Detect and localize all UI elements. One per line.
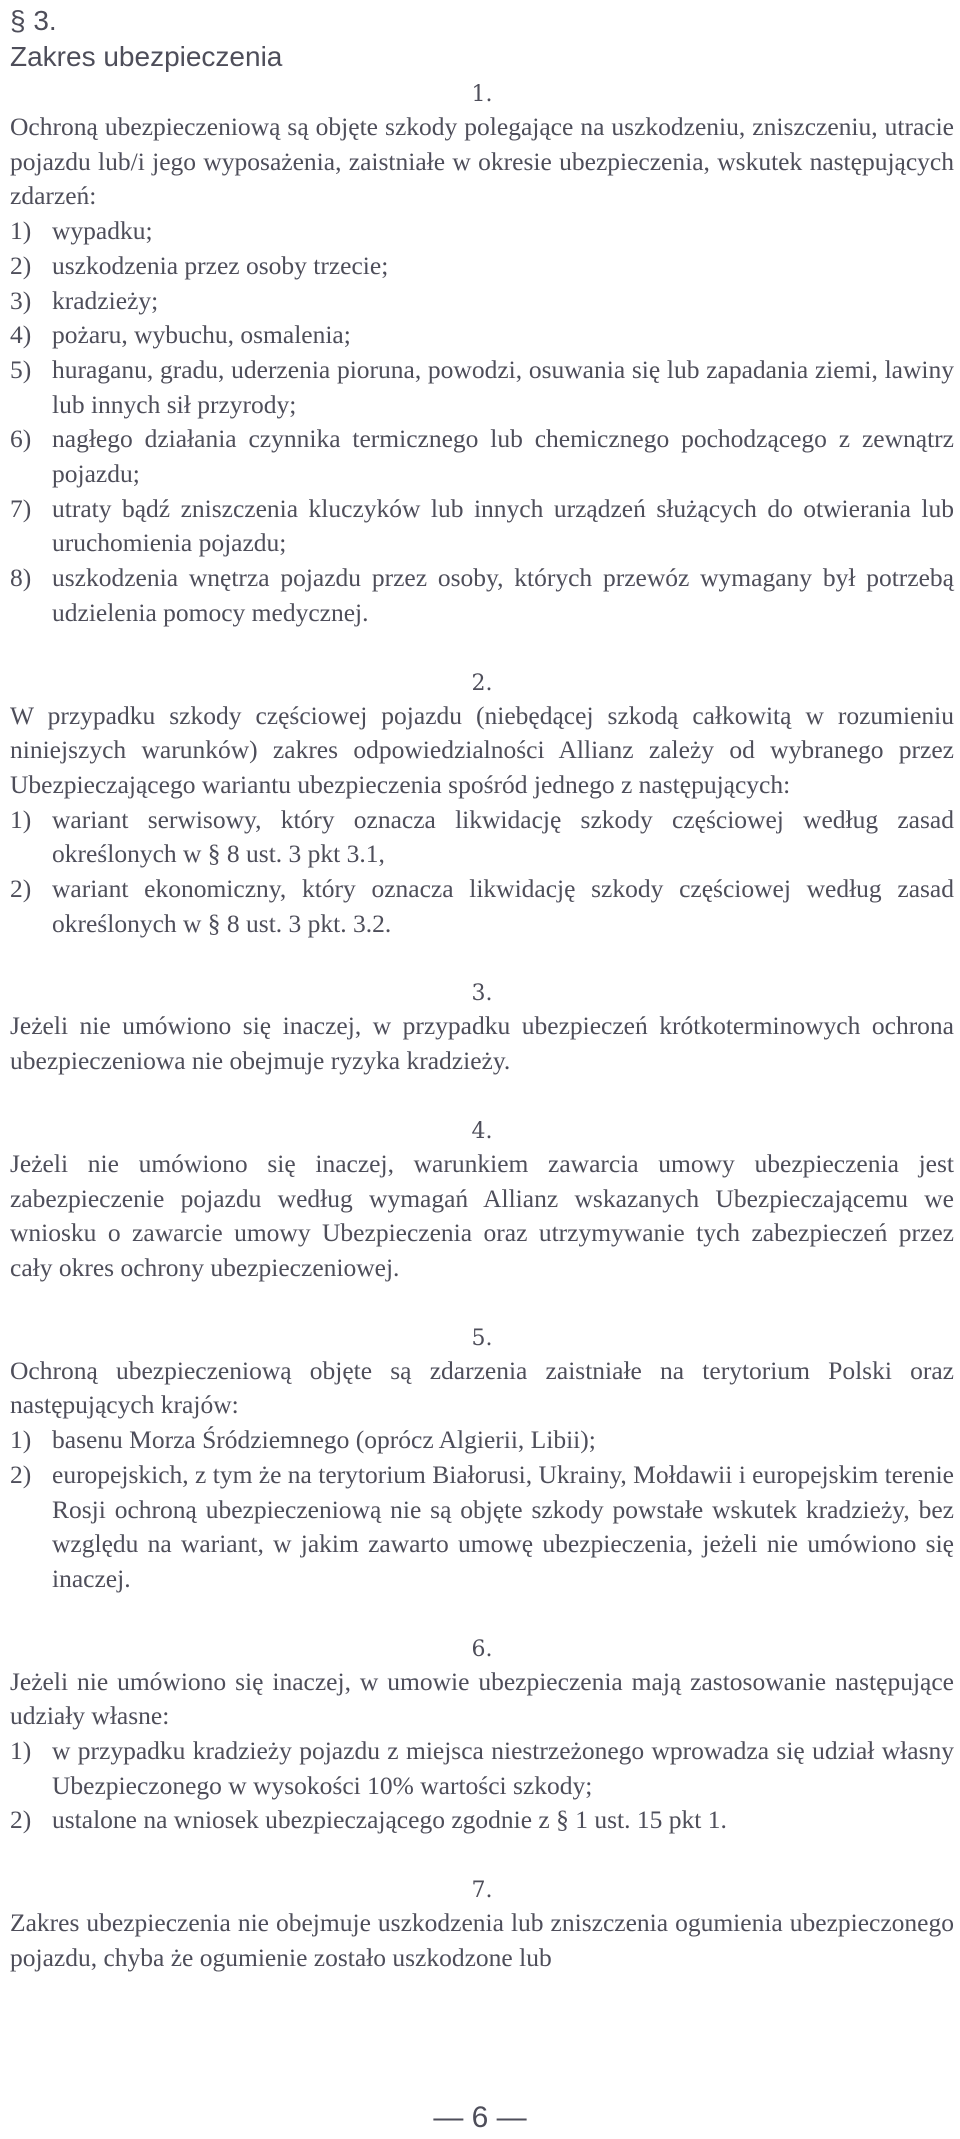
list-item-number: 7) [10, 493, 32, 523]
list-item [10, 284, 954, 319]
section-number: 2. [471, 670, 493, 696]
list-item-text: pożaru, wybuchu, osmalenia; [52, 320, 351, 350]
page-number: — 6 — [433, 2101, 527, 2134]
list-item-number: 1) [10, 804, 32, 834]
list-item-text: kradzieży; [52, 285, 159, 315]
section-6 [10, 1635, 954, 1839]
section-text: W przypadku szkody częściowej pojazdu (niebędącej szkodą całkowitą w rozumieniu niniejszych warunków) zakres odpowiedzialności Allianz zależy od wybranego przez Ubezpieczającego wariantu ubezpieczenia spośród jednego z następujących: [10, 700, 954, 799]
section-text: Ochroną ubezpieczeniową są objęte szkody polegające na uszkodzeniu, zniszczeniu, utracie pojazdu lub/i jego wyposażenia, zaistniałe w okresie ubezpieczenia, wskutek następujących zdarzeń: [10, 112, 954, 211]
section-number: 3. [471, 981, 493, 1007]
section-1 [10, 80, 954, 631]
sections-container [10, 80, 954, 1976]
list-item-text: utraty bądź zniszczenia kluczyków lub innych urządzeń służących do otwierania lub uruchomienia pojazdu; [52, 493, 954, 558]
section-number: 5. [471, 1325, 493, 1351]
section-number: 4. [471, 1118, 493, 1144]
list-item-text: uszkodzenia przez osoby trzecie; [52, 250, 389, 280]
list-item-number: 5) [10, 354, 32, 384]
list-item-number: 1) [10, 216, 32, 246]
list-item [10, 353, 954, 422]
list-item-number: 2) [10, 874, 32, 904]
paragraph-number: § 3. [10, 5, 57, 36]
list-item-number: 2) [10, 250, 32, 280]
section-2 [10, 669, 954, 942]
list-item [10, 492, 954, 561]
list-item [10, 1803, 954, 1838]
section-number: 7. [471, 1878, 493, 1904]
list-item [10, 249, 954, 284]
list-item [10, 803, 954, 872]
list-item-text: wypadku; [52, 216, 153, 246]
list-item [10, 1734, 954, 1803]
list-item-text: wariant ekonomiczny, który oznacza likwidację szkody częściowej według zasad określonych w § 8 ust. 3 pkt. 3.2. [52, 874, 954, 938]
list-item-text: europejskich, z tym że na terytorium Białorusi, Ukrainy, Mołdawii i europejskim terenie Rosji ochroną ubezpieczeniową nie są objęte szkody powstałe wskutek kradzieży, bez względu na wariant, w jakim zawarto umowę ubezpieczenia, jeżeli nie umówiono się inaczej. [52, 1459, 954, 1593]
list-item [10, 1423, 954, 1458]
section-number: 1. [471, 82, 493, 107]
list-item-text: wariant serwisowy, który oznacza likwidację szkody częściowej według zasad określonych w § 8 ust. 3 pkt 3.1, [52, 804, 954, 869]
list-item-text: nagłego działania czynnika termicznego lub chemicznego pochodzącego z zewnątrz pojazdu; [52, 424, 954, 489]
list-item-text: w przypadku kradzieży pojazdu z miejsca niestrzeżonego wprowadza się udział własny Ubezpieczonego w wysokości 10% wartości szkody; [52, 1736, 954, 1800]
list-item-text: basenu Morza Śródziemnego (oprócz Algierii, Libii); [52, 1425, 596, 1455]
list-item-number: 2) [10, 1459, 32, 1489]
section-5 [10, 1324, 954, 1597]
section-text: Jeżeli nie umówiono się inaczej, warunkiem zawarcia umowy ubezpieczenia jest zabezpieczenie pojazdu według wymagań Allianz wskazanych Ubezpieczającemu we wniosku o zawarcie umowy Ubezpieczenia oraz utrzymywanie tych zabezpieczeń przez cały okres ochrony ubezpieczeniowej. [10, 1148, 954, 1282]
section-text: Ochroną ubezpieczeniową objęte są zdarzenia zaistniałe na terytorium Polski oraz następujących krajów: [10, 1355, 954, 1420]
list-item-number: 4) [10, 320, 32, 350]
list-item-text: huraganu, gradu, uderzenia pioruna, powodzi, osuwania się lub zapadania ziemi, lawiny lub innych sił przyrody; [52, 354, 954, 419]
list-item [10, 214, 954, 249]
section-3 [10, 979, 954, 1078]
list-item [10, 561, 954, 630]
list-item [10, 1458, 954, 1597]
section-text: Jeżeli nie umówiono się inaczej, w umowie ubezpieczenia mają zastosowanie następujące udziały własne: [10, 1666, 954, 1731]
section-title: Zakres ubezpieczenia [10, 41, 283, 72]
list-item [10, 318, 954, 353]
list-item-number: 6) [10, 424, 32, 454]
section-text: Jeżeli nie umówiono się inaczej, w przypadku ubezpieczeń krótkoterminowych ochrona ubezpieczeniowa nie obejmuje ryzyka kradzieży. [10, 1011, 954, 1076]
list-item-number: 8) [10, 563, 32, 593]
list-item-number: 1) [10, 1736, 32, 1766]
section-number: 6. [471, 1636, 493, 1662]
list-item-number: 2) [10, 1805, 32, 1835]
list-item-number: 1) [10, 1425, 32, 1455]
list-item-text: uszkodzenia wnętrza pojazdu przez osoby, których przewóz wymagany był potrzebą udzielenia pomocy medycznej. [52, 563, 954, 627]
section-7 [10, 1876, 954, 1975]
list-item-number: 3) [10, 285, 32, 315]
section-text: Zakres ubezpieczenia nie obejmuje uszkodzenia lub zniszczenia ogumienia ubezpieczonego pojazdu, chyba że ogumienie zostało uszkodzone lub [10, 1908, 954, 1972]
section-4 [10, 1117, 954, 1286]
list-item-text: ustalone na wniosek ubezpieczającego zgodnie z § 1 ust. 15 pkt 1. [52, 1805, 727, 1835]
list-item [10, 872, 954, 941]
document-page [10, 0, 954, 1976]
list-item [10, 422, 954, 491]
